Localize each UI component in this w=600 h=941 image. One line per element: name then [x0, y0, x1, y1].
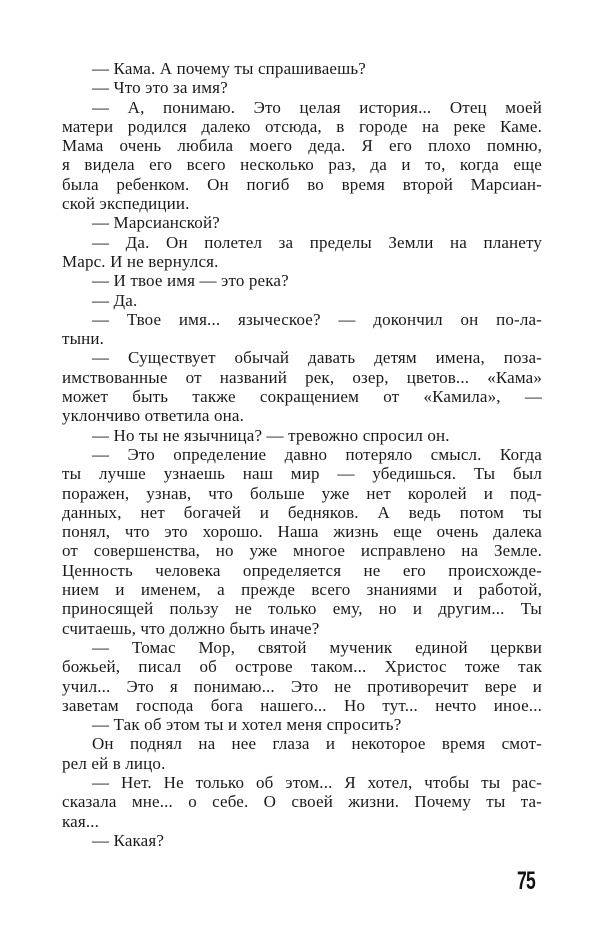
text-line: Марс. И не вернулся.: [62, 251, 219, 271]
text-line: приносящей пользу не только ему, но и другим... Ты: [62, 599, 542, 619]
page-body-text: [62, 59, 542, 850]
text-line: — Твое имя... языческое? — докончил он по-ла-: [92, 309, 542, 329]
text-line: уклончиво ответила она.: [62, 406, 244, 426]
text-line: понял, что это хорошо. Наша жизнь еще очень далека: [62, 522, 542, 542]
text-line: нием и именем, а прежде всего знаниями и работой,: [62, 580, 542, 600]
text-line: я видела его всего несколько раз, да и то, когда еще: [62, 155, 542, 175]
text-line: сказала мне... о себе. О своей жизни. Почему ты та-: [62, 792, 542, 812]
text-line: имствованные от названий рек, озер, цветов... «Кама»: [62, 367, 542, 387]
text-line: ской экспедиции.: [62, 194, 190, 214]
text-line: — Марсианской?: [92, 213, 220, 233]
text-line: — Так об этом ты и хотел меня спросить?: [92, 715, 402, 735]
page-number: 75: [517, 867, 536, 895]
text-line: считаешь, что должно быть иначе?: [62, 618, 320, 638]
text-line: Он поднял на нее глаза и некоторое время смот-: [92, 734, 542, 754]
text-line: кая...: [62, 811, 100, 831]
text-line: — Что это за имя?: [92, 78, 228, 98]
text-line: была ребенком. Он погиб во время второй Марсиан-: [62, 174, 542, 194]
text-line: ты лучше узнаешь наш мир — убедишься. Ты был: [62, 464, 542, 484]
text-line: — Существует обычай давать детям имена, поза-: [92, 348, 542, 368]
text-line: божьей, писал об острове таком... Христос тоже так: [62, 657, 542, 677]
text-line: данных, нет богачей и бедняков. А ведь потом ты: [62, 502, 542, 522]
text-line: — Какая?: [92, 830, 165, 850]
text-line: — И твое имя — это река?: [92, 271, 289, 291]
text-line: — Да. Он полетел за пределы Земли на планету: [92, 232, 542, 252]
text-line: — Но ты не язычница? — тревожно спросил он.: [92, 425, 450, 445]
text-line: может быть также сокращением от «Камила», —: [62, 387, 542, 407]
text-line: Ценность человека определяется не его происхожде-: [62, 560, 542, 580]
text-line: — Кама. А почему ты спрашиваешь?: [92, 59, 366, 78]
text-line: — А, понимаю. Это целая история... Отец моей: [92, 97, 542, 117]
text-line: Мама очень любила моего деда. Я его плохо помню,: [62, 136, 542, 156]
text-line: учил... Это я понимаю... Это не противоречит вере и: [62, 676, 542, 696]
text-line: от совершенства, но уже многое исправлено на Земле.: [62, 541, 542, 561]
text-line: рел ей в лицо.: [62, 753, 166, 773]
text-line: — Нет. Не только об этом... Я хотел, чтобы ты рас-: [92, 772, 542, 792]
text-line: — Да.: [92, 290, 138, 310]
text-line: заветам господа бога нашего... Но тут... нечто иное...: [62, 695, 542, 715]
text-line: матери родился далеко отсюда, в городе на реке Каме.: [62, 116, 542, 136]
text-line: — Это определение давно потеряло смысл. Когда: [92, 444, 542, 464]
text-line: тыни.: [62, 329, 105, 349]
text-line: — Томас Мор, святой мученик единой церкви: [92, 637, 542, 657]
text-line: поражен, узнав, что больше уже нет королей и под-: [62, 483, 542, 503]
